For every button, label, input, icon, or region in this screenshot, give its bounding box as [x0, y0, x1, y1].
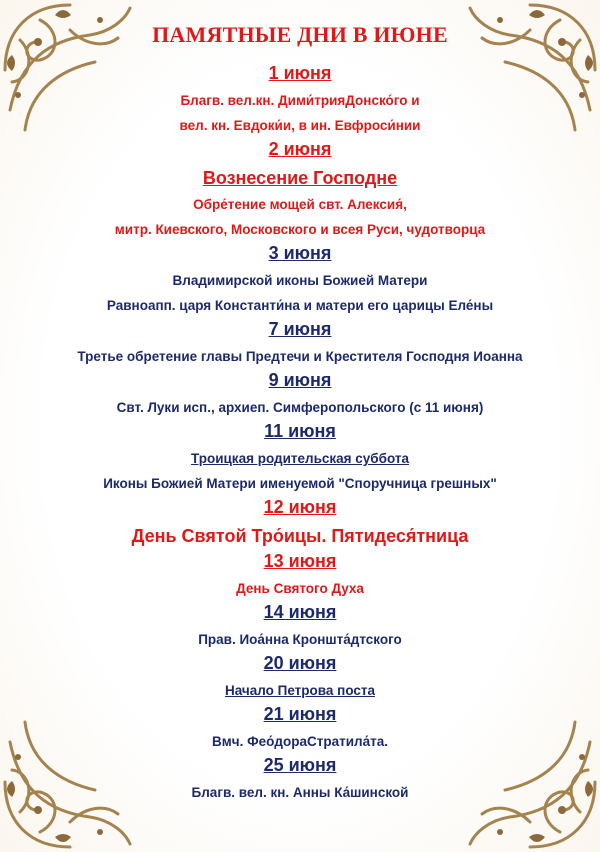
day-heading-1: 1 июня — [268, 63, 332, 83]
entry-line: вел. кн. Евдоки́и, в ин. Евфроси́нии — [179, 118, 421, 133]
entry-line: Благв. вел. кн. Анны Ка́шинской — [191, 785, 409, 800]
day-heading-25: 25 июня — [263, 755, 337, 775]
entry-line: Начало Петрова поста — [224, 683, 376, 698]
day-heading-12: 12 июня — [263, 497, 337, 517]
entry-line: Свт. Луки исп., архиеп. Симферопольского (с 11 июня) — [116, 400, 484, 415]
entry-line: Благв. вел.кн. Дими́трияДонско́го и — [180, 93, 420, 108]
entry-line: День Святого Духа — [236, 581, 364, 596]
entry-line: Равноапп. царя Константи́на и матери его царицы Еле́ны — [106, 298, 494, 313]
day-heading-7: 7 июня — [268, 319, 332, 339]
page-title: ПАМЯТНЫЕ ДНИ В ИЮНЕ — [152, 22, 448, 47]
day-heading-21: 21 июня — [263, 704, 337, 724]
day-heading-13: 13 июня — [263, 551, 337, 571]
day-heading-9: 9 июня — [268, 370, 332, 390]
entry-line: Третье обретение главы Предтечи и Крестителя Господня Иоанна — [77, 349, 523, 364]
entry-line: Вмч. Фео́дораСтратила́та. — [212, 734, 388, 749]
day-heading-20: 20 июня — [263, 653, 337, 673]
entry-line: Троицкая родительская суббота — [190, 451, 410, 466]
feast-trinity: День Святой Тро́ицы. Пятидеся́тница — [131, 526, 469, 546]
entry-line: Прав. Иоа́нна Кроншта́дтского — [198, 632, 402, 647]
day-heading-14: 14 июня — [263, 602, 337, 622]
day-heading-11: 11 июня — [264, 421, 336, 441]
calendar-content — [0, 22, 600, 805]
feast-ascension: Вознесение Господне — [202, 168, 398, 188]
entry-line: Обре́тение мощей свт. Алексия́, — [193, 197, 407, 212]
entry-line: Иконы Божией Матери именуемой "Споручница грешных" — [103, 476, 497, 491]
entry-line: Владимирской иконы Божией Матери — [172, 273, 428, 288]
day-heading-2: 2 июня — [268, 139, 332, 159]
entry-line: митр. Киевского, Московского и всея Руси, чудотворца — [114, 222, 486, 237]
day-heading-3: 3 июня — [268, 243, 332, 263]
